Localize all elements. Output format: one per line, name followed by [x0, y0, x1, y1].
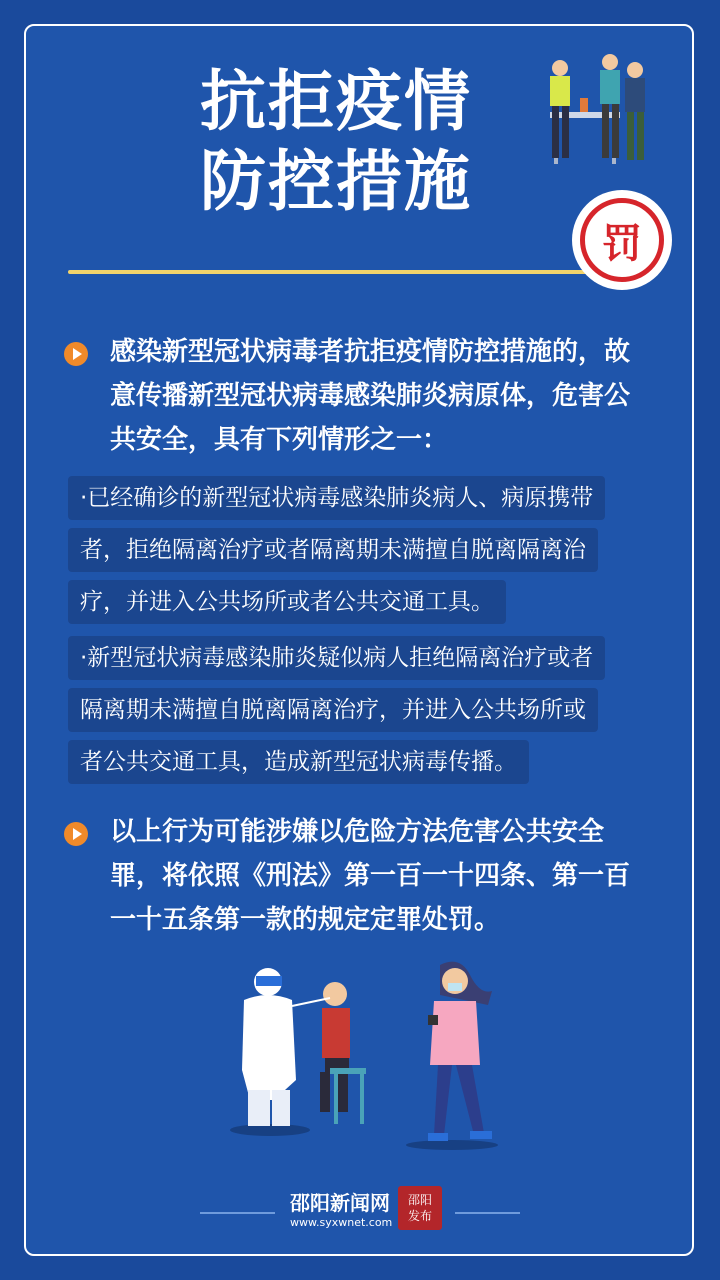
title-line-1: 抗拒疫情 [200, 63, 472, 140]
footer-badge-line-2: 发布 [407, 1209, 432, 1223]
case-2-line-1: ·新型冠状病毒感染肺炎疑似病人拒绝隔离治疗或者 [68, 636, 605, 680]
title-line-2: 防控措施 [200, 143, 472, 220]
case-1-line-2: 者，拒绝隔离治疗或者隔离期未满擅自脱离隔离治 [68, 528, 598, 572]
case-2-line-3: 者公共交通工具，造成新型冠状病毒传播。 [68, 740, 529, 784]
swab-test-illustration [230, 960, 380, 1140]
footer-brand: 邵阳新闻网 [290, 1191, 390, 1215]
conclusion-paragraph: 以上行为可能涉嫌以危险方法危害公共安全罪，将依照《刑法》第一百一十四条、第一百一十五条第一款的规定定罪处罚。 [110, 817, 631, 935]
checkpoint-illustration [540, 50, 660, 170]
intro-paragraph: 感染新型冠状病毒者抗拒疫情防控措施的，故意传播新型冠状病毒感染肺炎病原体，危害公共安全，具有下列情形之一： [110, 337, 631, 455]
title-divider [68, 270, 588, 274]
case-box-2 [68, 636, 652, 792]
play-bullet-icon [64, 822, 88, 846]
case-box-1 [68, 476, 652, 632]
footer-divider-left [200, 1212, 275, 1214]
footer-badge [398, 1186, 442, 1230]
case-1-line-3: 疗，并进入公共场所或者公共交通工具。 [68, 580, 506, 624]
case-1-line-1: ·已经确诊的新型冠状病毒感染肺炎病人、病原携带 [68, 476, 605, 520]
woman-with-phone-illustration [400, 955, 510, 1155]
penalty-stamp [572, 190, 672, 290]
case-2-line-2: 隔离期未满擅自脱离隔离治疗，并进入公共场所或 [68, 688, 598, 732]
page-title [200, 62, 530, 222]
play-bullet-icon [64, 342, 88, 366]
footer-badge-line-1: 邵阳 [407, 1193, 432, 1207]
stamp-text: 罚 [580, 198, 664, 282]
footer-url: www.syxwnet.com [290, 1216, 393, 1229]
footer-divider-right [455, 1212, 520, 1214]
